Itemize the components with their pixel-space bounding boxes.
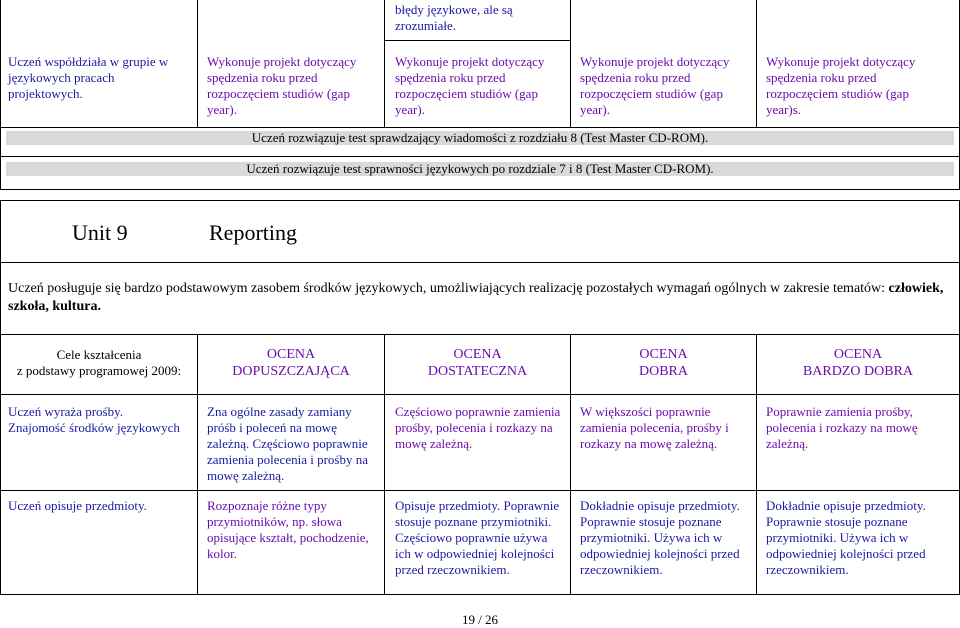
header-grade-bardzo-dobra: OCENA BARDZO DOBRA xyxy=(802,347,914,379)
row1-cell-dostateczna: Częściowo poprawnie zamienia prośby, polecenia i rozkazy na mowę zależną. xyxy=(395,404,561,451)
project-cell-2: Wykonuje projekt dotyczący spędzenia roku przed rozpoczęciem studiów (gap year). xyxy=(395,54,545,117)
unit-title: Reporting xyxy=(209,220,297,245)
row-goal-requests: Uczeń wyraża prośby. Znajomość środków językowych xyxy=(8,404,180,435)
row2-cell-dostateczna: Opisuje przedmioty. Poprawnie stosuje poznane przymiotniki. Częściowo poprawnie używa ich w odpowiedniej kolejności przed rzeczownikiem. xyxy=(395,498,560,577)
row1-cell-dobra: W większości poprawnie zamienia polecenia, prośby i rozkazy na mowę zależną. xyxy=(580,404,729,451)
header-goals-line1: Cele kształcenia xyxy=(56,347,142,362)
unit-intro-text: Uczeń posługuje się bardzo podstawowym zasobem środków językowych, umożliwiających realizację pozostałych wymagań ogólnych w zakresie tematów: xyxy=(8,281,889,296)
unit-intro: Uczeń posługuje się bardzo podstawowym zasobem środków językowych, umożliwiających realizację pozostałych wymagań ogólnych w zakresie tematów: człowiek, szkoła, kultura. xyxy=(8,281,944,314)
prev-cell-text: błędy językowe, ale są zrozumiałe. xyxy=(395,2,513,33)
row1-cell-dopuszczajaca: Zna ogólne zasady zamiany próśb i poleceń na mowę zależną. Częściowo poprawnie zamienia polecenia i prośby na mowę zależną. xyxy=(207,404,368,483)
row2-cell-dobra: Dokładnie opisuje przedmioty. Poprawnie stosuje poznane przymiotniki. Używa ich w odpowiedniej kolejności przed rzeczownikiem. xyxy=(580,498,740,577)
project-cell-4: Wykonuje projekt dotyczący spędzenia roku przed rozpoczęciem studiów (gap year)s. xyxy=(766,54,916,117)
row2-cell-bardzo-dobra: Dokładnie opisuje przedmioty. Poprawnie stosuje poznane przymiotniki. Używa ich w odpowiedniej kolejności przed rzeczownikiem. xyxy=(766,498,926,577)
row-goal-objects: Uczeń opisuje przedmioty. xyxy=(8,498,147,513)
row2-cell-dopuszczajaca: Rozpoznaje różne typy przymiotników, np. słowa opisujące kształt, pochodzenie, kolor. xyxy=(207,498,369,561)
row1-cell-bardzo-dobra: Poprawnie zamienia prośby, polecenia i rozkazy na mowę zależną. xyxy=(766,404,918,451)
header-goals-line2: z podstawy programowej 2009: xyxy=(16,363,182,378)
header-grade-dostateczna: OCENA DOSTATECZNA xyxy=(427,347,528,379)
page-number: 19 / 26 xyxy=(461,612,499,627)
header-grade-dopuszczajaca: OCENA DOPUSZCZAJĄCA xyxy=(232,347,350,379)
header-grade-dobra: OCENA DOBRA xyxy=(638,347,688,379)
test-bar-chapters7-8: Uczeń rozwiązuje test sprawności językowych po rozdziale 7 i 8 (Test Master CD-ROM). xyxy=(6,162,954,176)
unit-number: Unit 9 xyxy=(72,220,128,245)
header-goals xyxy=(4,347,194,379)
test-bar-chapter8: Uczeń rozwiązuje test sprawdzający wiadomości z rozdziału 8 (Test Master CD-ROM). xyxy=(6,131,954,145)
project-cell-3: Wykonuje projekt dotyczący spędzenia roku przed rozpoczęciem studiów (gap year). xyxy=(580,54,730,117)
unit-intro-topics: człowiek, szkoła, kultura xyxy=(8,281,944,314)
goal-group-work: Uczeń współdziała w grupie w językowych pracach projektowych. xyxy=(8,54,169,101)
project-cell-1: Wykonuje projekt dotyczący spędzenia roku przed rozpoczęciem studiów (gap year). xyxy=(207,54,357,117)
